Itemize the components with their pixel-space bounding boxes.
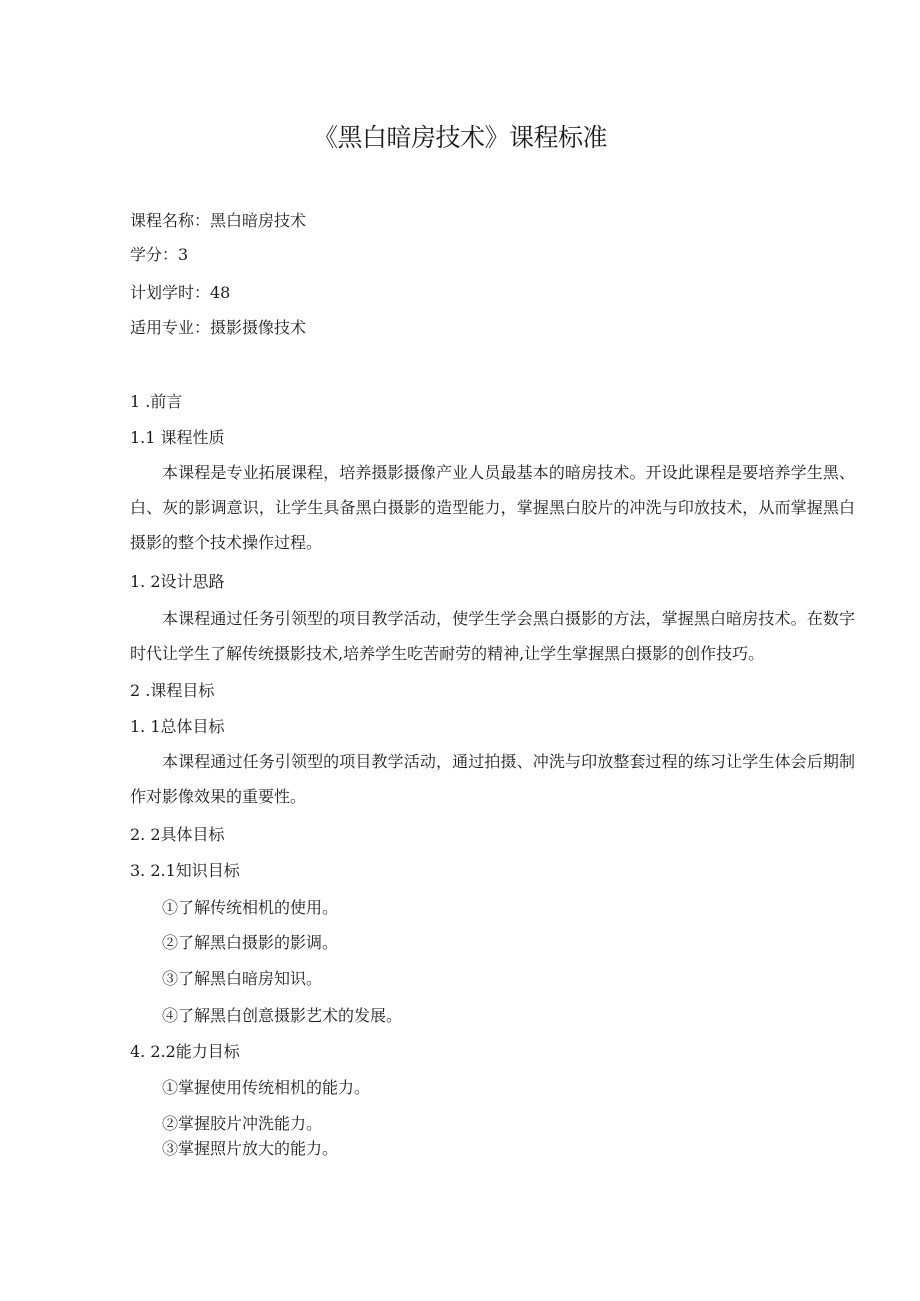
course-name: 课程名称：黑白暗房技术 <box>130 211 307 230</box>
heading-2-2: 2. 2具体目标 <box>130 825 225 844</box>
heading-1-2: 1. 2设计思路 <box>130 572 225 591</box>
course-hours: 计划学时：48 <box>130 283 231 302</box>
document-title: 《黑白暗房技术》课程标准 <box>312 123 607 152</box>
paragraph-1-2: 本课程通过任务引领型的项目教学活动，使学生学会黑白摄影的方法，掌握黑白暗房技术。在数字时代让学生了解传统摄影技术,培养学生吃苦耐劳的精神,让学生掌握黑白摄影的创作技巧。 <box>130 609 855 663</box>
heading-2-2-2: 4. 2.2能力目标 <box>130 1042 240 1061</box>
list-item: ③了解黑白暗房知识。 <box>162 969 323 988</box>
list-item: ③掌握照片放大的能力。 <box>162 1139 339 1158</box>
heading-2-2-1: 3. 2.1知识目标 <box>130 861 240 880</box>
course-credits: 学分：3 <box>130 245 189 264</box>
paragraph-1-1: 本课程是专业拓展课程，培养摄影摄像产业人员最基本的暗房技术。开设此课程是要培养学生黑、白、灰的影调意识，让学生具备黑白摄影的造型能力，掌握黑白胶片的冲洗与印放技术，从而掌握黑白摄影的整个技术操作过程。 <box>130 463 855 552</box>
list-item: ①掌握使用传统相机的能力。 <box>162 1078 371 1097</box>
heading-1-1: 1.1 课程性质 <box>130 428 225 447</box>
heading-2-1: 1. 1总体目标 <box>130 717 225 736</box>
list-item: ②掌握胶片冲洗能力。 <box>162 1114 323 1133</box>
heading-2: 2 .课程目标 <box>130 681 215 700</box>
paragraph-2-1: 本课程通过任务引领型的项目教学活动，通过拍摄、冲洗与印放整套过程的练习让学生体会后期制作对影像效果的重要性。 <box>130 752 855 806</box>
list-item: ②了解黑白摄影的影调。 <box>162 933 339 952</box>
list-item: ④了解黑白创意摄影艺术的发展。 <box>162 1006 403 1025</box>
heading-1: 1 .前言 <box>130 392 183 411</box>
list-item: ①了解传统相机的使用。 <box>162 898 339 917</box>
course-major: 适用专业：摄影摄像技术 <box>130 318 307 337</box>
